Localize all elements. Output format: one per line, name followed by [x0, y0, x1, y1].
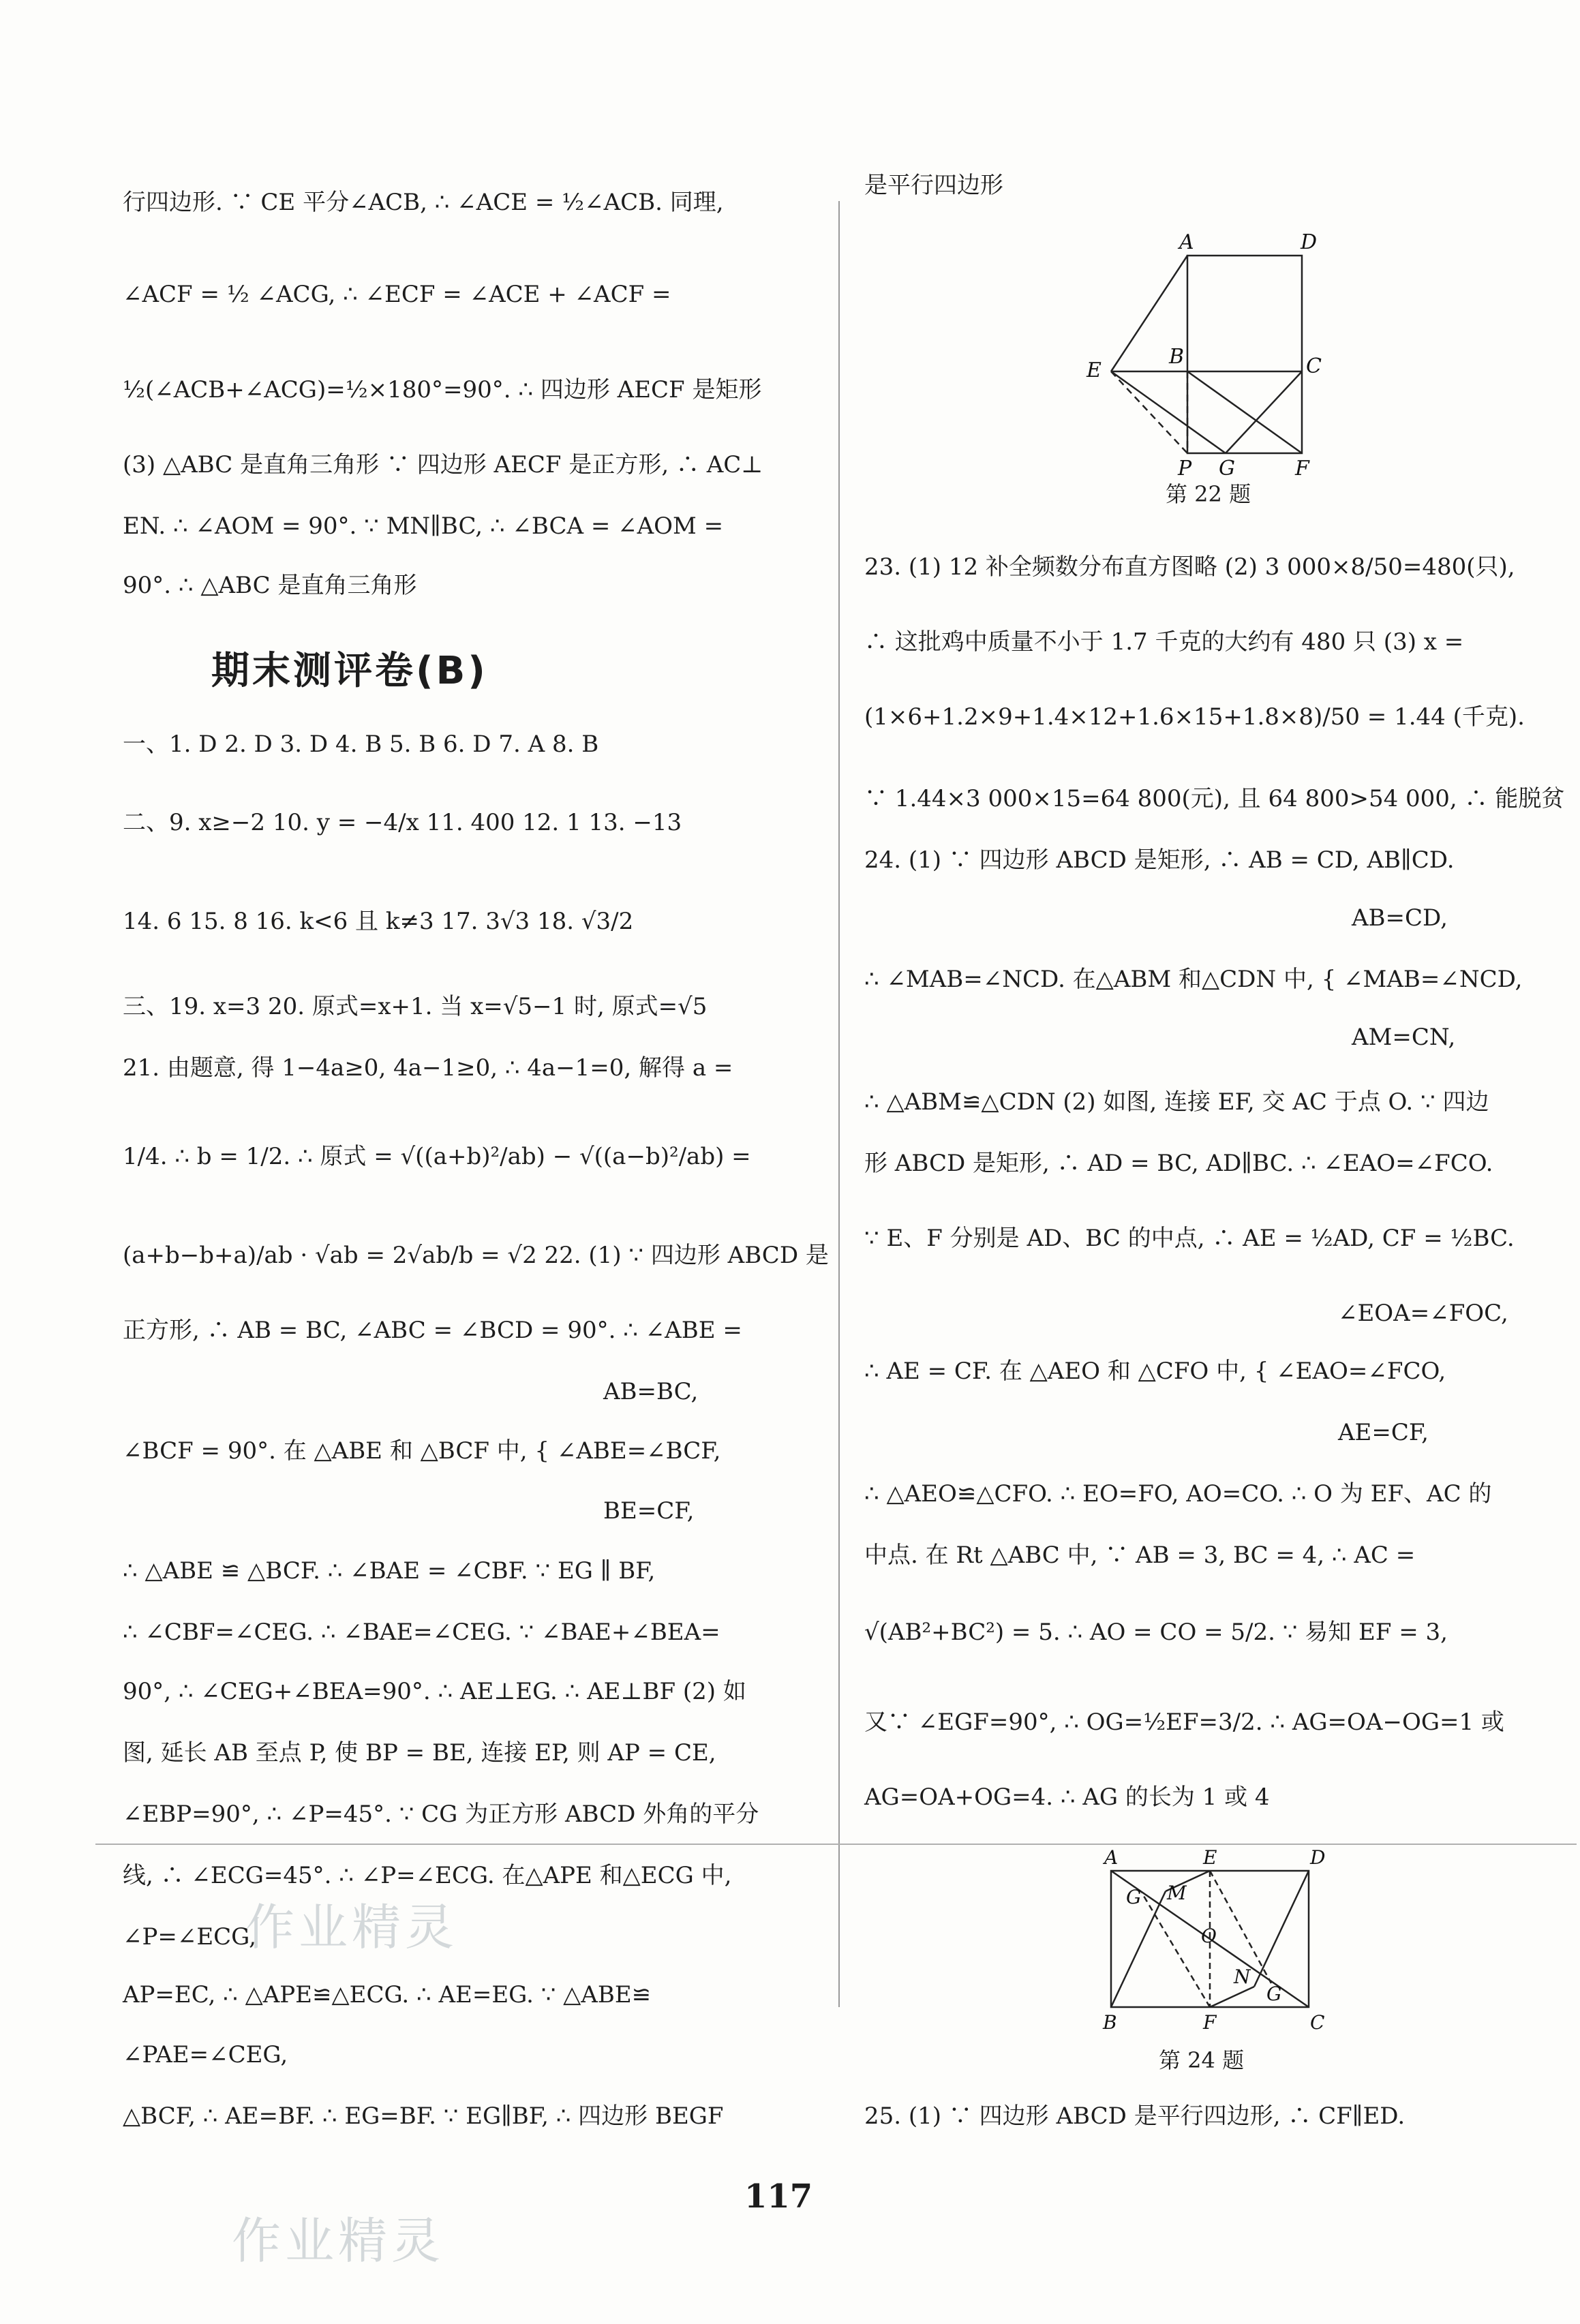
brace-line: AE=CF,	[1338, 1419, 1429, 1446]
text-line: 24. (1) ∵ 四边形 ABCD 是矩形, ∴ AB = CD, AB∥CD.	[864, 846, 1455, 874]
fig24-line-dn	[1254, 1871, 1309, 1987]
text-line: ∵ E、F 分别是 AD、BC 的中点, ∴ AE = ½AD, CF = ½BC.	[864, 1225, 1515, 1252]
text-line: 形 ABCD 是矩形, ∴ AD = BC, AD∥BC. ∴ ∠EAO=∠FCO.	[864, 1150, 1493, 1177]
fig22-rect	[1187, 256, 1302, 453]
text-line: ∵ 1.44×3 000×15=64 800(元), 且 64 800>54 000, ∴ 能脱贫	[864, 785, 1565, 812]
fig22-label: P	[1178, 457, 1192, 480]
text-line: 中点. 在 Rt △ABC 中, ∵ AB = 3, BC = 4, ∴ AC =	[864, 1542, 1416, 1569]
fig22-label: C	[1306, 354, 1322, 378]
text-line: ½(∠ACB+∠ACG)=½×180°=90°. ∴ 四边形 AECF 是矩形	[123, 376, 762, 403]
answer-line: 二、9. x≥−2 10. y = −4/x 11. 400 12. 1 13. −13	[123, 809, 682, 836]
figure-24-diagram	[1091, 1844, 1326, 2034]
fig24-label: O	[1201, 1925, 1217, 1947]
figure-22-caption: 第 22 题	[1166, 481, 1251, 507]
fig24-label: F	[1203, 2011, 1217, 2034]
text-line: 又∵ ∠EGF=90°, ∴ OG=½EF=3/2. ∴ AG=OA−OG=1 或	[864, 1709, 1504, 1736]
fig24-label: E	[1203, 1846, 1217, 1869]
text-line: ∠ACF = ½ ∠ACG, ∴ ∠ECF = ∠ACE + ∠ACF =	[123, 281, 671, 308]
fig24-line-bm	[1111, 1891, 1166, 2007]
text-line: ∴ AE = CF. 在 △AEO 和 △CFO 中, { ∠EAO=∠FCO,	[864, 1358, 1446, 1385]
brace-line: ∠PAE=∠CEG,	[123, 2041, 288, 2068]
fig24-label: C	[1310, 2011, 1325, 2034]
fig22-line-bf	[1187, 371, 1302, 453]
brace-line: AB=BC,	[603, 1378, 699, 1405]
fig24-label: M	[1167, 1882, 1187, 1904]
figure-24-caption: 第 24 题	[1159, 2047, 1245, 2073]
fig24-label: A	[1104, 1846, 1119, 1869]
answer-line: 图, 延长 AB 至点 P, 使 BP = BE, 连接 EP, 则 AP = CE,	[123, 1739, 716, 1767]
text-line: 25. (1) ∵ 四边形 ABCD 是平行四边形, ∴ CF∥ED.	[864, 2103, 1406, 2130]
brace-line: ∠P=∠ECG,	[123, 1923, 256, 1951]
brace-line: BE=CF,	[603, 1497, 695, 1525]
text-line: ∴ 这批鸡中质量不小于 1.7 千克的大约有 480 只 (3) x =	[864, 628, 1464, 656]
fig22-label: A	[1179, 230, 1194, 254]
brace-line: AB=CD,	[1352, 904, 1448, 932]
horizontal-rule	[95, 1844, 1577, 1845]
fig24-label: B	[1103, 2011, 1117, 2034]
fig22-label: E	[1087, 358, 1102, 382]
fig24-line-fg	[1142, 1893, 1210, 2007]
answer-line: 90°, ∴ ∠CEG+∠BEA=90°. ∴ AE⊥EG. ∴ AE⊥BF (2) 如	[123, 1678, 746, 1705]
answer-line: ∴ ∠CBF=∠CEG. ∴ ∠BAE=∠CEG. ∵ ∠BAE+∠BEA=	[123, 1619, 720, 1646]
text-line: EN. ∴ ∠AOM = 90°. ∵ MN∥BC, ∴ ∠BCA = ∠AOM =	[123, 513, 724, 540]
fig24-line-nf	[1210, 1987, 1254, 2007]
text-line: AG=OA+OG=4. ∴ AG 的长为 1 或 4	[864, 1784, 1270, 1811]
figure-22	[1084, 228, 1329, 487]
answer-line: 一、1. D 2. D 3. D 4. B 5. B 6. D 7. A 8. B	[123, 731, 599, 758]
text-line: (3) △ABC 是直角三角形 ∵ 四边形 AECF 是正方形, ∴ AC⊥	[123, 451, 763, 478]
text-line: ∴ △ABM≌△CDN (2) 如图, 连接 EF, 交 AC 于点 O. ∵ 四边	[864, 1088, 1489, 1116]
answer-line: ∴ △ABE ≌ △BCF. ∴ ∠BAE = ∠CBF. ∵ EG ∥ BF,	[123, 1557, 656, 1585]
answer-line: ∠EBP=90°, ∴ ∠P=45°. ∵ CG 为正方形 ABCD 外角的平分	[123, 1801, 759, 1828]
fig24-label: G	[1126, 1886, 1142, 1908]
section-title: 期末测评卷(B)	[211, 649, 488, 693]
fig22-label: F	[1295, 457, 1309, 480]
fig22-line-eg	[1111, 371, 1226, 453]
text-line: 23. (1) 12 补全频数分布直方图略 (2) 3 000×8/50=480(只),	[864, 553, 1515, 581]
answer-line: (a+b−b+a)/ab · √ab = 2√ab/b = √2 22. (1) ∵ 四边形 ABCD 是	[123, 1242, 829, 1269]
fig24-label: G	[1266, 1983, 1282, 2005]
column-divider	[838, 201, 840, 2007]
answer-line: △BCF, ∴ AE=BF. ∴ EG=BF. ∵ EG∥BF, ∴ 四边形 BEGF	[123, 2103, 724, 2130]
watermark: 作业精灵	[245, 1899, 459, 1956]
answer-line: 正方形, ∴ AB = BC, ∠ABC = ∠BCD = 90°. ∴ ∠ABE =	[123, 1317, 742, 1344]
text-line: √(AB²+BC²) = 5. ∴ AO = CO = 5/2. ∵ 易知 EF = 3,	[864, 1619, 1448, 1646]
fig22-line-cg	[1226, 371, 1302, 453]
answer-line: 线, ∴ ∠ECG=45°. ∴ ∠P=∠ECG. 在△APE 和△ECG 中,	[123, 1862, 732, 1889]
text-line: ∴ ∠MAB=∠NCD. 在△ABM 和△CDN 中, { ∠MAB=∠NCD,	[864, 966, 1523, 993]
answer-line: ∠BCF = 90°. 在 △ABE 和 △BCF 中, { ∠ABE=∠BCF,	[123, 1437, 721, 1465]
fig22-label: G	[1219, 457, 1235, 480]
fig22-line-ep	[1111, 371, 1187, 453]
fig24-label: D	[1310, 1846, 1326, 1869]
answer-line: 1/4. ∴ b = 1/2. ∴ 原式 = √((a+b)²/ab) − √((a−b)²/ab) =	[123, 1143, 751, 1170]
answer-line: 三、19. x=3 20. 原式=x+1. 当 x=√5−1 时, 原式=√5	[123, 993, 708, 1020]
fig24-label: N	[1234, 1966, 1251, 1988]
text-line: 90°. ∴ △ABC 是直角三角形	[123, 572, 417, 599]
fig22-label: B	[1169, 345, 1185, 369]
figure-24	[1091, 1844, 1326, 2040]
text-line: 行四边形. ∵ CE 平分∠ACB, ∴ ∠ACE = ½∠ACB. 同理,	[123, 189, 724, 216]
fig22-label: D	[1301, 230, 1318, 254]
brace-line: AM=CN,	[1352, 1024, 1456, 1051]
answer-line: AP=EC, ∴ △APE≌△ECG. ∴ AE=EG. ∵ △ABE≌	[123, 1981, 652, 2008]
figure-22-diagram	[1084, 228, 1329, 480]
watermark: 作业精灵	[232, 2212, 445, 2269]
text-line: 是平行四边形	[864, 172, 1003, 199]
text-line: ∴ △AEO≌△CFO. ∴ EO=FO, AO=CO. ∴ O 为 EF、AC 的	[864, 1480, 1492, 1508]
page-number: 117	[744, 2177, 813, 2216]
answer-line: 14. 6 15. 8 16. k<6 且 k≠3 17. 3√3 18. √3/2	[123, 908, 634, 935]
text-line: (1×6+1.2×9+1.4×12+1.6×15+1.8×8)/50 = 1.44 (千克).	[864, 703, 1525, 731]
answer-line: 21. 由题意, 得 1−4a≥0, 4a−1≥0, ∴ 4a−1=0, 解得 a =	[123, 1054, 733, 1082]
brace-line: ∠EOA=∠FOC,	[1338, 1300, 1508, 1327]
